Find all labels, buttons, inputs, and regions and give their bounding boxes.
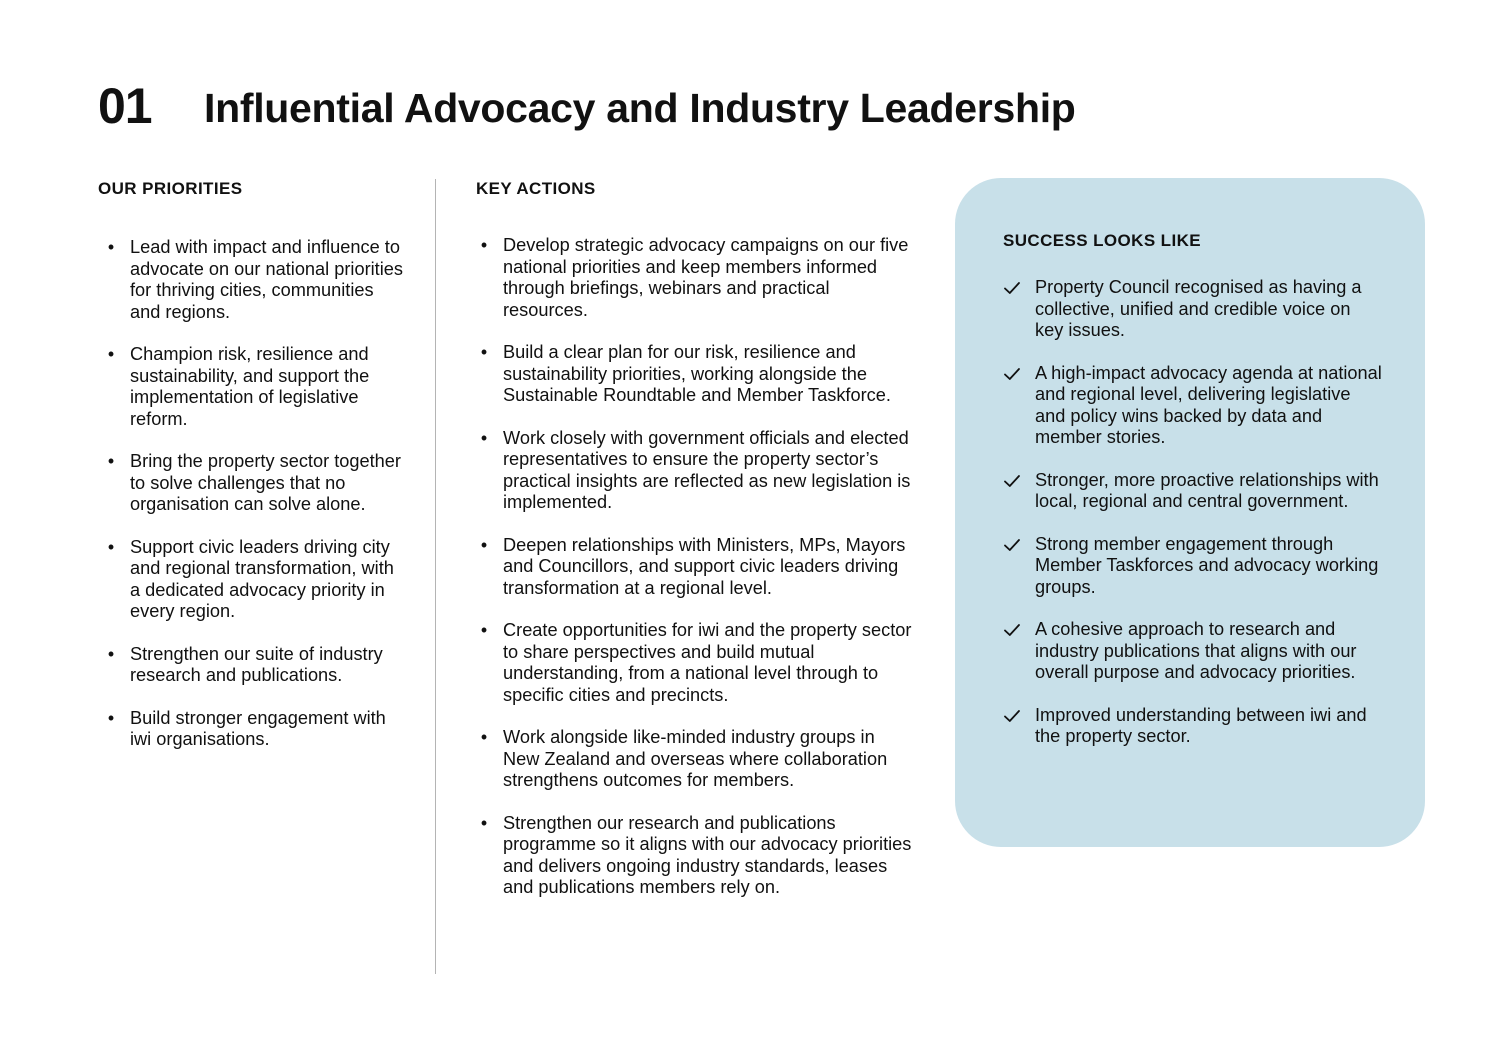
checkmark-icon [1003, 472, 1021, 490]
action-text: Create opportunities for iwi and the property sector to share perspectives and build mutual understanding, from a national level through to specific cities and precincts. [503, 620, 912, 705]
actions-list [476, 235, 916, 899]
priority-item [98, 537, 408, 623]
bullet-dot-icon: • [107, 344, 115, 364]
success-heading: SUCCESS LOOKS LIKE [1003, 231, 1202, 250]
success-content [1003, 231, 1383, 769]
checkmark-icon [1003, 707, 1021, 725]
priority-text: Champion risk, resilience and sustainability, and support the implementation of legislative reform. [130, 344, 370, 429]
action-text: Work alongside like-minded industry groups in New Zealand and overseas where collaboration strengthens outcomes for members. [503, 727, 888, 790]
action-text: Deepen relationships with Ministers, MPs, Mayors and Councillors, and support civic leaders driving transformation at a regional level. [503, 534, 906, 598]
success-item [1003, 534, 1383, 599]
bullet-dot-icon: • [480, 534, 488, 555]
column-divider [435, 179, 436, 974]
priorities-heading: OUR PRIORITIES [98, 179, 243, 198]
action-item [476, 342, 916, 407]
priority-item [98, 644, 408, 687]
action-item [476, 813, 916, 899]
bullet-dot-icon: • [107, 451, 115, 471]
action-text: Develop strategic advocacy campaigns on our five national priorities and keep members informed through briefings, webinars and practical resources. [503, 235, 909, 320]
bullet-dot-icon: • [480, 620, 488, 640]
success-item [1003, 619, 1383, 684]
bullet-dot-icon: • [480, 727, 488, 747]
action-item [476, 428, 916, 514]
priority-text: Build stronger engagement with iwi organisations. [130, 707, 386, 749]
action-item [476, 535, 916, 600]
bullet-dot-icon: • [107, 707, 115, 728]
bullet-dot-icon: • [480, 342, 488, 362]
success-text: Improved understanding between iwi and the property sector. [1035, 704, 1367, 746]
priority-text: Lead with impact and influence to advocate on our national priorities for thriving cities, communities and regions. [130, 237, 403, 322]
action-text: Strengthen our research and publications programme so it aligns with our advocacy priorities and delivers ongoing industry standards, leases and publications members rely on. [503, 812, 912, 897]
success-card [955, 178, 1425, 847]
bullet-dot-icon: • [480, 235, 488, 255]
priority-text: Support civic leaders driving city and regional transformation, with a dedicated advocacy priority in every region. [130, 536, 394, 621]
section-number: 01 [98, 78, 152, 134]
success-text: Strong member engagement through Member Taskforces and advocacy working groups. [1035, 533, 1379, 597]
action-item [476, 620, 916, 706]
bullet-dot-icon: • [107, 643, 115, 664]
action-text: Work closely with government officials and elected representatives to ensure the property sector’s practical insights are reflected as new legislation is implemented. [503, 427, 911, 512]
section-title: Influential Advocacy and Industry Leadership [204, 85, 1076, 131]
priority-item [98, 237, 408, 323]
section-header [98, 78, 1398, 138]
checkmark-icon [1003, 365, 1021, 383]
success-list [1003, 277, 1383, 748]
success-text: A cohesive approach to research and industry publications that aligns with our overall purpose and advocacy priorities. [1035, 619, 1357, 682]
actions-column [476, 179, 916, 920]
bullet-dot-icon: • [480, 812, 488, 833]
success-text: A high-impact advocacy agenda at national and regional level, delivering legislative and policy wins backed by data and member stories. [1035, 362, 1382, 447]
success-item [1003, 470, 1383, 513]
success-text: Property Council recognised as having a collective, unified and credible voice on key issues. [1035, 277, 1362, 340]
checkmark-icon [1003, 536, 1021, 554]
actions-heading: KEY ACTIONS [476, 179, 596, 198]
success-item [1003, 705, 1383, 748]
priority-item [98, 344, 408, 430]
success-item [1003, 277, 1383, 342]
action-text: Build a clear plan for our risk, resilience and sustainability priorities, working alongside the Sustainable Roundtable and Member Taskforce. [503, 342, 891, 405]
priority-item [98, 708, 408, 751]
priorities-column [98, 179, 408, 772]
bullet-dot-icon: • [107, 237, 115, 257]
priority-text: Bring the property sector together to solve challenges that no organisation can solve alone. [130, 451, 401, 514]
checkmark-icon [1003, 621, 1021, 639]
success-text: Stronger, more proactive relationships with local, regional and central government. [1035, 469, 1379, 511]
action-item [476, 235, 916, 321]
priorities-list [98, 237, 408, 751]
priority-item [98, 451, 408, 516]
checkmark-icon [1003, 279, 1021, 297]
priority-text: Strengthen our suite of industry research and publications. [130, 643, 383, 685]
success-item [1003, 363, 1383, 449]
bullet-dot-icon: • [480, 427, 488, 448]
bullet-dot-icon: • [107, 536, 115, 557]
action-item [476, 727, 916, 792]
